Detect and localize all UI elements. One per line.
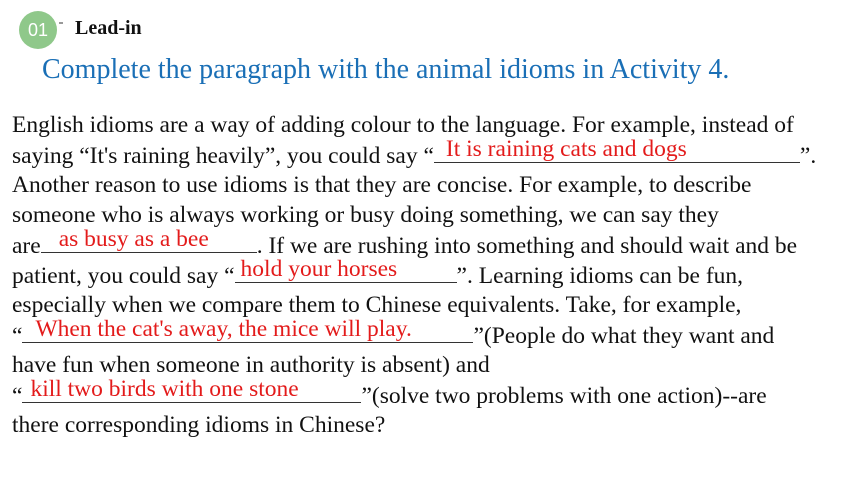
paragraph-text: there corresponding idioms in Chinese? bbox=[12, 412, 386, 438]
answer-blank-3[interactable] bbox=[235, 256, 457, 283]
paragraph-text: especially when we compare them to Chinese equivalents. Take, for example, bbox=[12, 292, 742, 318]
answer-blank-2[interactable] bbox=[41, 226, 257, 253]
answer-text-4: When the cat's away, the mice will play. bbox=[35, 316, 412, 342]
section-title: Lead-in bbox=[75, 17, 142, 39]
paragraph-line bbox=[12, 410, 857, 440]
answer-blank-1[interactable] bbox=[434, 136, 800, 163]
paragraph-text: “ bbox=[12, 383, 23, 409]
answer-text-1: It is raining cats and dogs bbox=[445, 136, 687, 162]
paragraph-text: ”. Learning idioms can be fun, bbox=[456, 263, 744, 289]
paragraph-line bbox=[12, 256, 857, 290]
answer-blank-4[interactable] bbox=[22, 316, 473, 343]
paragraph-line bbox=[12, 170, 857, 200]
badge-divider bbox=[59, 22, 63, 24]
section-number-badge: 01 bbox=[19, 11, 57, 49]
paragraph-line bbox=[12, 136, 857, 170]
paragraph-text: someone who is always working or busy doing something, we can say they bbox=[12, 202, 719, 228]
answer-blank-5[interactable] bbox=[22, 376, 361, 403]
paragraph-line bbox=[12, 226, 857, 260]
paragraph-text: are bbox=[12, 233, 41, 259]
paragraph-text: patient, you could say “ bbox=[12, 263, 235, 289]
answer-text-3: hold your horses bbox=[240, 256, 398, 282]
paragraph-text: . If we are rushing into something and should wait and be bbox=[256, 233, 798, 259]
paragraph-line bbox=[12, 376, 857, 410]
paragraph-line bbox=[12, 110, 857, 140]
answer-text-2: as busy as a bee bbox=[58, 226, 209, 252]
idiom-paragraph bbox=[12, 110, 857, 440]
paragraph-text: Another reason to use idioms is that they are concise. For example, to describe bbox=[12, 172, 752, 198]
paragraph-text: English idioms are a way of adding colour to the language. For example, instead of bbox=[12, 112, 794, 138]
instruction-text: Complete the paragraph with the animal idioms in Activity 4. bbox=[42, 54, 730, 85]
paragraph-text: have fun when someone in authority is absent) and bbox=[12, 352, 490, 378]
paragraph-line bbox=[12, 316, 857, 350]
paragraph-text: ”. bbox=[799, 143, 817, 169]
paragraph-text: saying “It's raining heavily”, you could say “ bbox=[12, 143, 434, 169]
paragraph-text: ”(solve two problems with one action)--are bbox=[361, 383, 767, 409]
answer-text-5: kill two birds with one stone bbox=[30, 376, 299, 402]
paragraph-text: ”(People do what they want and bbox=[473, 323, 775, 349]
paragraph-text: “ bbox=[12, 323, 23, 349]
